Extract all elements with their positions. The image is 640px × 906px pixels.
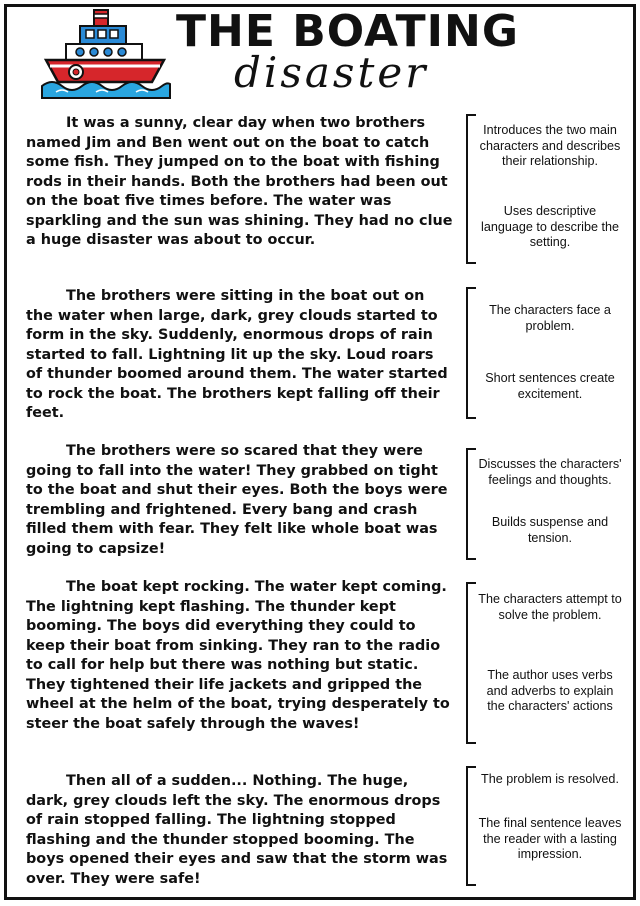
story-section — [0, 442, 640, 560]
story-section — [0, 578, 640, 756]
story-paragraph: Then all of a sudden... Nothing. The huge, dark, grey clouds left the sky. The enormous drops of rain stopped falling. The lightning stopped flashing and the thunder stopped booming. The boys opened their eyes and saw that the storm was over. They were safe! — [26, 773, 448, 887]
annotation-bracket — [466, 582, 476, 744]
header — [0, 0, 640, 110]
annotation-bracket — [466, 287, 476, 419]
annotation-note: The final sentence leaves the reader with a lasting impression. — [478, 816, 622, 861]
annotation-note: The author uses verbs and adverbs to explain the characters' actions — [486, 668, 614, 713]
page-subtitle: disaster — [234, 48, 429, 97]
page-title: THE BOATING — [176, 6, 519, 57]
story-paragraph: The boat kept rocking. The water kept coming. The lightning kept flashing. The thunder kept booming. The boys did everything they could to keep their boat from sinking. They ran to the radio to call for help but there was nothing but static. They tightened their life jackets and gripped the wheel at the helm of the boat, trying desperately to steer the boat safely through the waves! — [26, 579, 450, 732]
annotation-bracket — [466, 448, 476, 560]
annotation-bracket — [466, 114, 476, 264]
annotation-note: The problem is resolved. — [481, 772, 619, 786]
annotation-note: Uses descriptive language to describe the setting. — [481, 204, 619, 249]
annotation-note: Short sentences create excitement. — [485, 371, 615, 401]
annotation-note: The characters face a problem. — [489, 303, 611, 333]
annotation-bracket — [466, 766, 476, 886]
boat-icon — [40, 8, 172, 100]
story-section — [0, 287, 640, 423]
story-section — [0, 114, 640, 270]
story-paragraph: The brothers were so scared that they were going to fall into the water! They grabbed on tight to the boat and shut their eyes. Both the boys were trembling and frightened. Every bang and crash filled them with fear. They felt like whole boat was going to capsize! — [26, 443, 448, 557]
annotation-note: Discusses the characters' feelings and thoughts. — [478, 457, 622, 487]
annotation-note: Introduces the two main characters and describes their relationship. — [479, 123, 621, 168]
annotation-note: The characters attempt to solve the problem. — [478, 592, 622, 622]
story-section — [0, 772, 640, 890]
story-paragraph: It was a sunny, clear day when two brothers named Jim and Ben went out on the boat to catch some fish. They jumped on to the boat with fishing rods in their hands. Both the brothers had been out on the boat five times before. The water was sparkling and the sun was shining. They had no clue a huge disaster was about to occur. — [26, 115, 453, 248]
story-paragraph: The brothers were sitting in the boat out on the water when large, dark, grey clouds started to form in the sky. Suddenly, enormous drops of rain started to fall. Lightning lit up the sky. Loud roars of thunder boomed around them. The water started to rock the boat. The brothers kept falling off their feet. — [26, 288, 448, 421]
annotation-note: Builds suspense and tension. — [491, 515, 609, 545]
